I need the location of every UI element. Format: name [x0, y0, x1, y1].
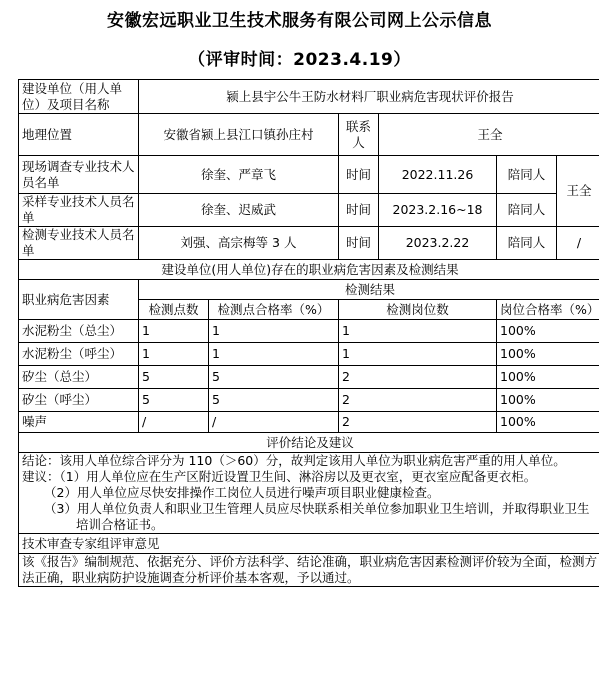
testing-names: 刘强、高宗梅等 3 人 — [139, 227, 339, 260]
sampling-time: 2023.2.16~18 — [379, 194, 497, 227]
points-value: 5 — [139, 389, 209, 412]
testing-accompany-value: / — [557, 227, 599, 260]
point-rate-value: / — [209, 412, 339, 433]
table-row — [19, 366, 599, 389]
sampling-label: 采样专业技术人员名单 — [19, 194, 139, 227]
posts-value: 1 — [339, 320, 497, 343]
posts-value: 2 — [339, 412, 497, 433]
table-row — [19, 412, 599, 433]
location-label: 地理位置 — [19, 114, 139, 156]
posts-value: 1 — [339, 343, 497, 366]
sampling-time-label: 时间 — [339, 194, 379, 227]
expert-opinion: 该《报告》编制规范、依据充分、评价方法科学、结论准确，职业病危害因素检测评价较为全面，检测方法正确，职业病防护设施调查分析评价基本客观，予以通过。 — [19, 554, 599, 587]
points-value: 5 — [139, 366, 209, 389]
suggestion-3: （3）用人单位负责人和职业卫生管理人员应尽快联系相关单位参加职业卫生培训，并取得职业卫生培训合格证书。 — [44, 501, 590, 532]
testing-accompany-label: 陪同人 — [497, 227, 557, 260]
point-rate-value: 5 — [209, 366, 339, 389]
table-row — [19, 343, 599, 366]
table-row — [19, 320, 599, 343]
post-rate-value: 100% — [497, 343, 599, 366]
post-rate-value: 100% — [497, 320, 599, 343]
testing-time-label: 时间 — [339, 227, 379, 260]
testing-label: 检测专业技术人员名单 — [19, 227, 139, 260]
points-value: 1 — [139, 343, 209, 366]
survey-time: 2022.11.26 — [379, 156, 497, 194]
expert-section-title: 技术审查专家组评审意见 — [19, 534, 599, 554]
unit-value: 颍上县宇公牛王防水材料厂职业病危害现状评价报告 — [139, 80, 599, 114]
post-rate-value: 100% — [497, 389, 599, 412]
posts-value: 2 — [339, 389, 497, 412]
factor-name: 矽尘（呼尘） — [19, 389, 139, 412]
posts-value: 2 — [339, 366, 497, 389]
accompany-value: 王全 — [557, 156, 599, 227]
page-title: 安徽宏远职业卫生技术服务有限公司网上公示信息 — [107, 11, 492, 31]
testing-time: 2023.2.22 — [379, 227, 497, 260]
sampling-accompany-label: 陪同人 — [497, 194, 557, 227]
hazards-section-title: 建设单位(用人单位)存在的职业病危害因素及检测结果 — [19, 260, 599, 280]
conclusion-block — [19, 453, 599, 534]
table-row — [19, 389, 599, 412]
col-header-posts: 检测岗位数 — [339, 300, 497, 320]
factor-name: 矽尘（总尘） — [19, 366, 139, 389]
contact-value: 王全 — [379, 114, 599, 156]
points-value: / — [139, 412, 209, 433]
suggestion-2: （2）用人单位应尽快安排操作工岗位人员进行噪声项目职业健康检查。 — [44, 485, 440, 500]
factor-header: 职业病危害因素 — [19, 280, 139, 320]
survey-accompany-label: 陪同人 — [497, 156, 557, 194]
results-header: 检测结果 — [139, 280, 599, 300]
points-value: 1 — [139, 320, 209, 343]
contact-label: 联系人 — [339, 114, 379, 156]
conclusion-text: 结论：该用人单位综合评分为 110（＞60）分，故判定该用人单位为职业病危害严重的用人单位。 — [22, 453, 566, 468]
survey-time-label: 时间 — [339, 156, 379, 194]
col-header-post-rate: 岗位合格率（%） — [497, 300, 599, 320]
survey-names: 徐奎、严章飞 — [139, 156, 339, 194]
disclosure-table — [18, 79, 599, 587]
factor-name: 水泥粉尘（总尘） — [19, 320, 139, 343]
post-rate-value: 100% — [497, 366, 599, 389]
point-rate-value: 5 — [209, 389, 339, 412]
suggestion-1: 建议：（1）用人单位应在生产区附近设置卫生间、淋浴房以及更衣室，更衣室应配备更衣柜。 — [22, 469, 537, 484]
factor-name: 水泥粉尘（呼尘） — [19, 343, 139, 366]
factor-name: 噪声 — [19, 412, 139, 433]
survey-label: 现场调查专业技术人员名单 — [19, 156, 139, 194]
location-value: 安徽省颍上县江口镇孙庄村 — [139, 114, 339, 156]
sampling-names: 徐奎、迟威武 — [139, 194, 339, 227]
point-rate-value: 1 — [209, 320, 339, 343]
unit-label: 建设单位（用人单位）及项目名称 — [19, 80, 139, 114]
review-time: （评审时间：2023.4.19） — [188, 50, 411, 70]
point-rate-value: 1 — [209, 343, 339, 366]
conclusion-section-title: 评价结论及建议 — [19, 433, 599, 453]
col-header-point-rate: 检测点合格率（%） — [209, 300, 339, 320]
post-rate-value: 100% — [497, 412, 599, 433]
col-header-points: 检测点数 — [139, 300, 209, 320]
